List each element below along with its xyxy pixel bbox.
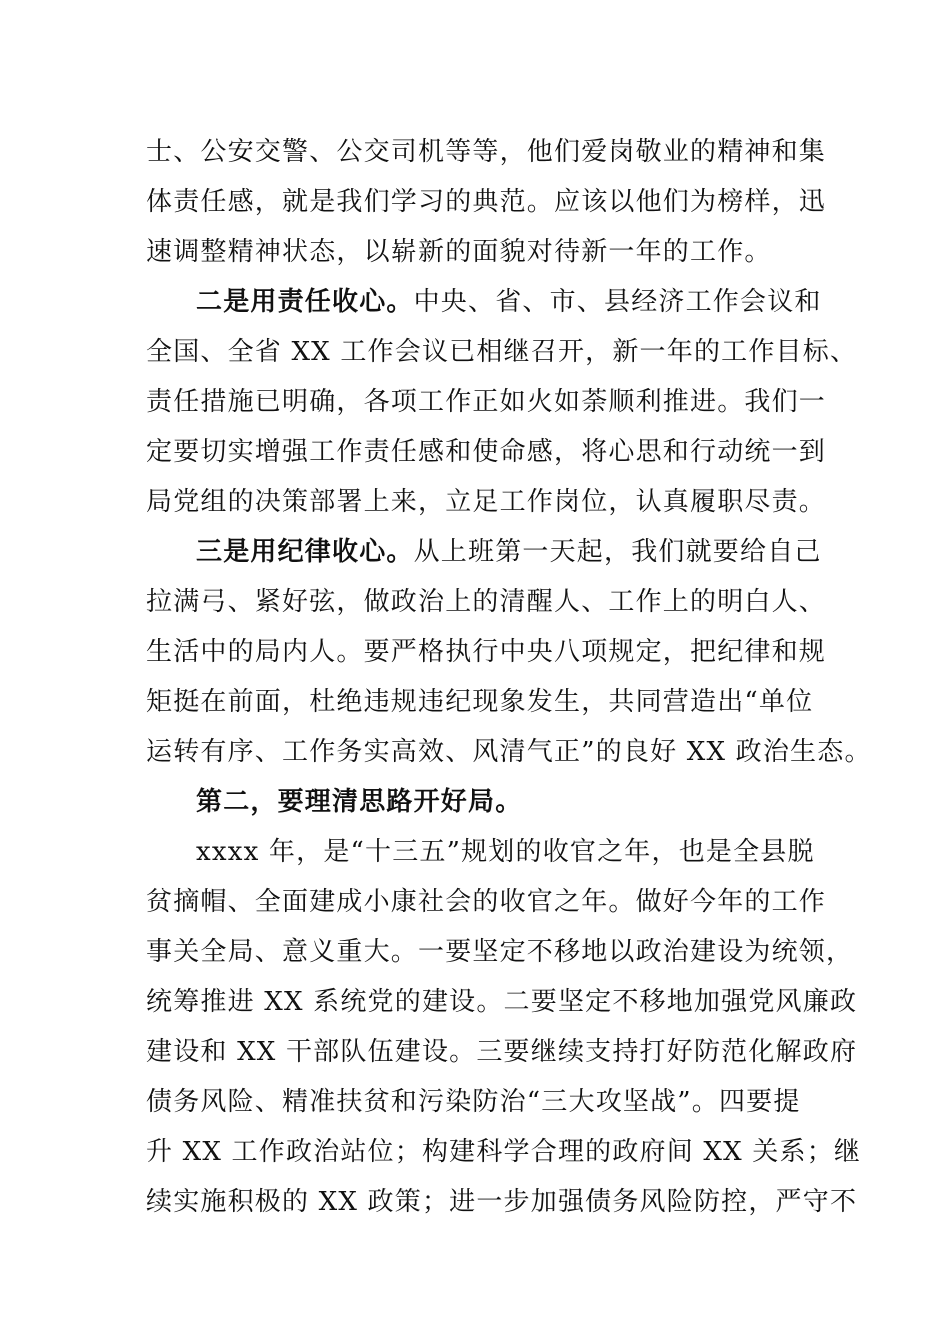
- paragraph-2-line-4: 定要切实增强工作责任感和使命感，将心思和行动统一到: [146, 437, 827, 467]
- paragraph-1-line-2: 体责任感，就是我们学习的典范。应该以他们为榜样，迅: [146, 187, 827, 217]
- paragraph-1-line-3: 速调整精神状态，以崭新的面貌对待新一年的工作。: [146, 237, 772, 267]
- paragraph-1-line-1: 士、公安交警、公交司机等等，他们爱岗敬业的精神和集: [146, 137, 827, 167]
- paragraph-5-line-7: 升 XX 工作政治站位；构建科学合理的政府间 XX 关系；继: [146, 1137, 862, 1167]
- paragraph-5-line-6: 债务风险、精准扶贫和污染防治“三大攻坚战”。四要提: [146, 1087, 801, 1117]
- paragraph-2-line-1: [196, 285, 822, 319]
- paragraph-3-line-4: 矩挺在前面，杜绝违规违纪现象发生，共同营造出“单位: [146, 687, 814, 717]
- paragraph-5-line-5: 建设和 XX 干部队伍建设。三要继续支持打好防范化解政府: [146, 1037, 858, 1067]
- paragraph-2-line-3: 责任措施已明确，各项工作正如火如荼顺利推进。我们一: [146, 387, 827, 417]
- paragraph-3-line-1: [196, 535, 822, 569]
- paragraph-2-first-line-rest: 中央、省、市、县经济工作会议和: [413, 287, 822, 317]
- paragraph-3-line-5: 运转有序、工作务实高效、风清气正”的良好 XX 政治生态。: [146, 737, 872, 767]
- paragraph-3-line-2: 拉满弓、紧好弦，做政治上的清醒人、工作上的明白人、: [146, 587, 827, 617]
- paragraph-5-line-8: 续实施积极的 XX 政策；进一步加强债务风险防控，严守不: [146, 1187, 858, 1217]
- paragraph-5-line-3: 事关全局、意义重大。一要坚定不移地以政治建设为统领，: [146, 937, 854, 967]
- paragraph-2-line-2: 全国、全省 XX 工作会议已相继召开，新一年的工作目标、: [146, 337, 858, 367]
- paragraph-5-line-2: 贫摘帽、全面建成小康社会的收官之年。做好今年的工作: [146, 887, 827, 917]
- paragraph-2-line-5: 局党组的决策部署上来，立足工作岗位，认真履职尽责。: [146, 487, 827, 517]
- paragraph-3-first-line-rest: 从上班第一天起，我们就要给自己: [413, 537, 822, 567]
- section-heading: 第二，要理清思路开好局。: [196, 787, 523, 817]
- paragraph-5-line-1: xxxx 年，是“十三五”规划的收官之年，也是全县脱: [196, 837, 815, 867]
- paragraph-2-lead: 二是用责任收心。: [196, 287, 414, 317]
- paragraph-5-line-4: 统筹推进 XX 系统党的建设。二要坚定不移地加强党风廉政: [146, 987, 858, 1017]
- paragraph-3-lead: 三是用纪律收心。: [196, 537, 414, 567]
- paragraph-3-line-3: 生活中的局内人。要严格执行中央八项规定，把纪律和规: [146, 637, 827, 667]
